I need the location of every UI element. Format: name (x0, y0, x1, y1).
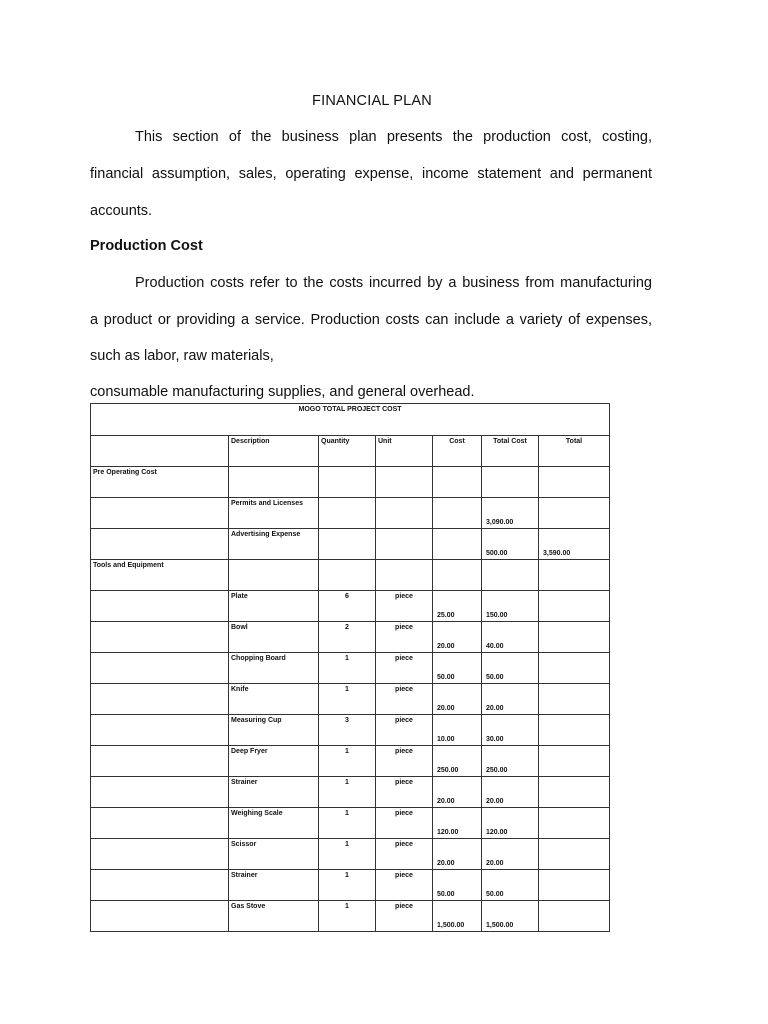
unit-cell: piece (376, 622, 433, 653)
total-cell (539, 591, 610, 622)
section-cell (91, 901, 229, 932)
total-cost-cell: 20.00 (482, 777, 539, 808)
table-row (91, 684, 610, 715)
section-cell: Pre Operating Cost (91, 467, 229, 498)
page-title: FINANCIAL PLAN (312, 93, 432, 109)
unit-cell: piece (376, 870, 433, 901)
body-line: consumable manufacturing supplies, and general overhead. (90, 384, 475, 400)
cost-cell: 10.00 (433, 715, 482, 746)
description-cell: Bowl (229, 622, 319, 653)
section-cell (91, 529, 229, 560)
unit-cell (376, 529, 433, 560)
body-line: a product or providing a service. Production costs can include a variety of expenses, (90, 312, 652, 328)
total-cell (539, 498, 610, 529)
section-cell (91, 715, 229, 746)
description-cell: Scissor (229, 839, 319, 870)
unit-cell: piece (376, 746, 433, 777)
table-row (91, 808, 610, 839)
unit-cell: piece (376, 901, 433, 932)
quantity-cell: 6 (319, 591, 376, 622)
cost-cell (433, 498, 482, 529)
section-cell (91, 498, 229, 529)
intro-line: accounts. (90, 203, 153, 219)
description-cell: Strainer (229, 870, 319, 901)
table-row (91, 839, 610, 870)
section-cell (91, 839, 229, 870)
description-cell: Deep Fryer (229, 746, 319, 777)
column-header: Description (229, 436, 319, 467)
intro-line: financial assumption, sales, operating expense, income statement and permanent (90, 166, 652, 182)
total-cell (539, 715, 610, 746)
total-cost-cell: 120.00 (482, 808, 539, 839)
total-cell (539, 901, 610, 932)
table-row (91, 467, 610, 498)
total-cost-cell: 50.00 (482, 653, 539, 684)
cost-cell (433, 467, 482, 498)
cost-cell (433, 529, 482, 560)
quantity-cell: 1 (319, 777, 376, 808)
cost-cell: 20.00 (433, 777, 482, 808)
quantity-cell (319, 467, 376, 498)
unit-cell (376, 560, 433, 591)
total-cell (539, 839, 610, 870)
section-cell (91, 653, 229, 684)
table-row (91, 622, 610, 653)
unit-cell (376, 498, 433, 529)
table-caption: MOGO TOTAL PROJECT COST (91, 404, 610, 436)
cost-cell: 250.00 (433, 746, 482, 777)
total-cell (539, 746, 610, 777)
quantity-cell: 1 (319, 901, 376, 932)
column-header: Unit (376, 436, 433, 467)
total-cell (539, 777, 610, 808)
description-cell: Measuring Cup (229, 715, 319, 746)
total-cost-cell: 20.00 (482, 839, 539, 870)
total-cell (539, 622, 610, 653)
section-cell (91, 870, 229, 901)
column-header: Quantity (319, 436, 376, 467)
quantity-cell (319, 498, 376, 529)
body-line: Production costs refer to the costs incurred by a business from manufacturing (135, 275, 652, 291)
table-row (91, 529, 610, 560)
table-row (91, 901, 610, 932)
table-row (91, 715, 610, 746)
section-cell (91, 684, 229, 715)
section-cell: Tools and Equipment (91, 560, 229, 591)
total-cell (539, 870, 610, 901)
description-cell: Weighing Scale (229, 808, 319, 839)
quantity-cell: 1 (319, 746, 376, 777)
total-cell (539, 560, 610, 591)
table-row (91, 870, 610, 901)
section-cell (91, 622, 229, 653)
column-header: Cost (433, 436, 482, 467)
table-header-row (91, 436, 610, 467)
quantity-cell: 1 (319, 870, 376, 901)
total-cell (539, 684, 610, 715)
section-cell (91, 808, 229, 839)
description-cell: Knife (229, 684, 319, 715)
quantity-cell: 1 (319, 808, 376, 839)
quantity-cell (319, 560, 376, 591)
table-row (91, 777, 610, 808)
section-cell (91, 746, 229, 777)
project-cost-table (90, 403, 610, 932)
quantity-cell: 3 (319, 715, 376, 746)
body-line: such as labor, raw materials, (90, 348, 274, 364)
unit-cell: piece (376, 839, 433, 870)
column-header: Total Cost (482, 436, 539, 467)
total-cost-cell: 150.00 (482, 591, 539, 622)
description-cell: Advertising Expense (229, 529, 319, 560)
total-cost-cell: 500.00 (482, 529, 539, 560)
description-cell: Gas Stove (229, 901, 319, 932)
quantity-cell: 2 (319, 622, 376, 653)
section-heading: Production Cost (90, 238, 203, 254)
table-row (91, 653, 610, 684)
description-cell: Chopping Board (229, 653, 319, 684)
table-caption-row (91, 404, 610, 436)
cost-cell: 120.00 (433, 808, 482, 839)
section-cell (91, 777, 229, 808)
unit-cell: piece (376, 808, 433, 839)
unit-cell: piece (376, 715, 433, 746)
cost-cell: 50.00 (433, 870, 482, 901)
description-cell (229, 560, 319, 591)
description-cell (229, 467, 319, 498)
total-cost-cell: 50.00 (482, 870, 539, 901)
total-cell (539, 653, 610, 684)
cost-cell: 20.00 (433, 839, 482, 870)
quantity-cell: 1 (319, 653, 376, 684)
column-header (91, 436, 229, 467)
description-cell: Strainer (229, 777, 319, 808)
quantity-cell: 1 (319, 839, 376, 870)
total-cell (539, 808, 610, 839)
table-row (91, 560, 610, 591)
total-cost-cell: 3,090.00 (482, 498, 539, 529)
description-cell: Permits and Licenses (229, 498, 319, 529)
unit-cell (376, 467, 433, 498)
cost-cell: 1,500.00 (433, 901, 482, 932)
description-cell: Plate (229, 591, 319, 622)
total-cost-cell: 20.00 (482, 684, 539, 715)
total-cost-cell (482, 560, 539, 591)
total-cell: 3,590.00 (539, 529, 610, 560)
cost-cell: 25.00 (433, 591, 482, 622)
cost-cell: 20.00 (433, 684, 482, 715)
total-cost-cell: 30.00 (482, 715, 539, 746)
cost-cell: 50.00 (433, 653, 482, 684)
unit-cell: piece (376, 777, 433, 808)
intro-line: This section of the business plan presents the production cost, costing, (135, 129, 652, 145)
quantity-cell: 1 (319, 684, 376, 715)
total-cost-cell: 250.00 (482, 746, 539, 777)
total-cost-cell: 40.00 (482, 622, 539, 653)
total-cost-cell (482, 467, 539, 498)
cost-cell: 20.00 (433, 622, 482, 653)
total-cell (539, 467, 610, 498)
section-cell (91, 591, 229, 622)
quantity-cell (319, 529, 376, 560)
table-row (91, 746, 610, 777)
unit-cell: piece (376, 653, 433, 684)
unit-cell: piece (376, 684, 433, 715)
table-row (91, 498, 610, 529)
unit-cell: piece (376, 591, 433, 622)
column-header: Total (539, 436, 610, 467)
cost-cell (433, 560, 482, 591)
table-row (91, 591, 610, 622)
total-cost-cell: 1,500.00 (482, 901, 539, 932)
